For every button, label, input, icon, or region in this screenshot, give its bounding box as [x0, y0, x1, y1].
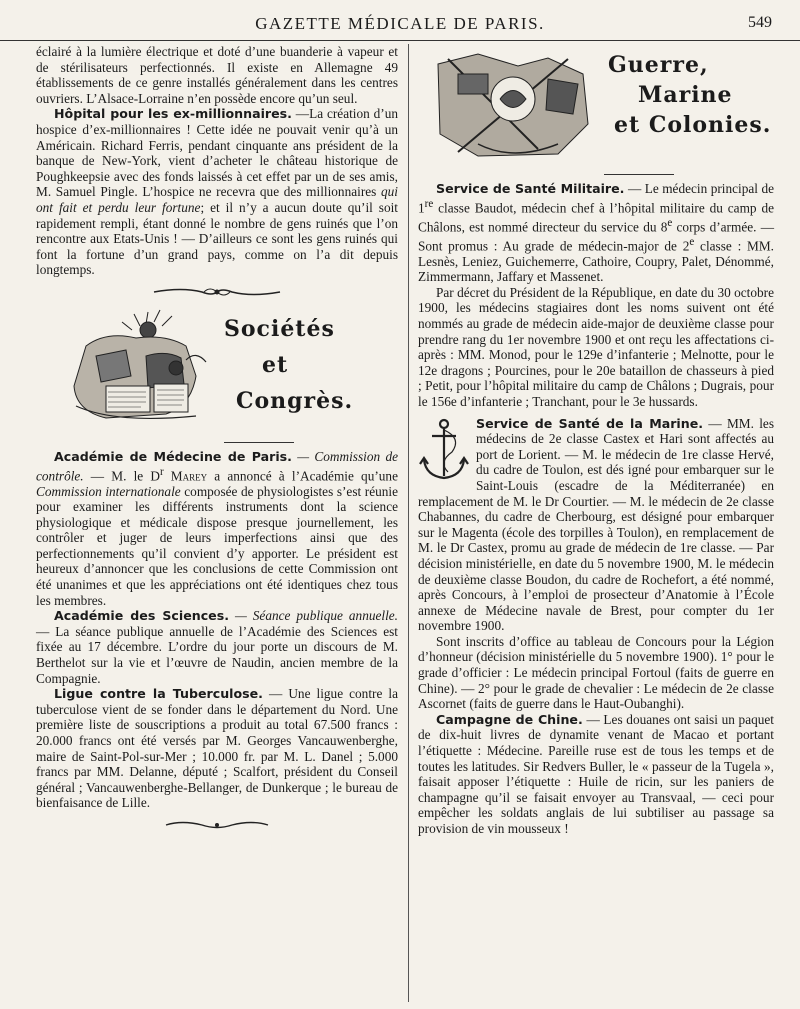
right-column: [418, 44, 774, 837]
societes-header-illustration: [36, 306, 398, 436]
article-heading: Hôpital pour les ex-millionnaires.: [54, 106, 292, 122]
section-title-colonies: et Colonies.: [614, 112, 772, 138]
article-hopital: Hôpital pour les ex-millionnaires. —La création d’un hospice d’ex-millionnaires ! Cette idée ne pouvait venir qu’à un Américain. Richard Ferris, pendant cinquante ans président de la banque de New-York, vient d’acheter le château historique de Poughkeepsie avec des fonds laissés à cet effet par un de ses amis, M. Samuel Pingle. L’hospice ne recevra que des millionnaires qui ont fait et perdu leur fortune; et il n’y a aucun doute qu’il soit rapidement rempli, étant donné le nombre de gens ruinés que l’on rencontre aux Etats-Unis ! — D’ailleurs ce sont les gens ruinés qui font la fortune d’un grand pays, comme on l’a dit depuis longtemps.: [36, 106, 398, 278]
article-academie-sciences: Académie des Sciences. — Séance publique annuelle. — La séance publique annuelle de l’Académie des Sciences est fixée au 17 décembre. L’ordre du jour porte un discours de M. Berthelot sur la vie et l’œuvre de Naudin, ancien membre de la Compagnie.: [36, 608, 399, 686]
section-title-societes: Sociétés: [224, 315, 335, 342]
section-title-marine: Marine: [638, 82, 733, 108]
guerre-header-illustration: [418, 44, 774, 164]
ornament-end: [36, 811, 398, 839]
article-academie-medecine: Académie de Médecine de Paris. — Commission de contrôle. — M. le $D^r$ Marey a annoncé à l’Académie qu’une Commission internationale composée de physiologistes s’est réunie pour examiner les différents instruments dont la science physiologique et médicale dispose presque journellement, les contrôler et juger de leurs imperfections ainsi que des perfectionnements qu’il convient d’y apporter. Le président est heureux d’annoncer que les conclusions de cette Commission ont été unanimes et que les appréciations ont été identiques chez tous les membres.: [36, 448, 399, 608]
section-rule: [224, 442, 294, 443]
page-number: 549: [748, 14, 772, 31]
section-title-congres: Congrès.: [236, 387, 354, 414]
anchor-icon: [418, 416, 470, 484]
section-title-et: et: [262, 351, 289, 378]
paragraph-buanderie: éclairé à la lumière électrique et doté d’une buanderie à vapeur et de stérilisateurs perfectionnés. Il existe en Allemagne 49 établissements de ce genre installés généralement dans les centres ouvriers. L’Alsace-Lorraine n’en possède encore qu’un seul.: [36, 44, 398, 106]
paragraph-inscrits: Sont inscrits d’office au tableau de Concours pour la Légion d’honneur (décision ministérielle du 5 novembre 1900). 1° pour le grade d’officier : Le médecin principal Fortoul (faits de guerre en Chine). — 2° pour le grade de chevalier : Le médecin de 2e classe Ascornet (faits de guerre dans le Haut-Oubanghi).: [418, 633, 774, 712]
ornament-divider: [36, 278, 398, 306]
column-divider: [408, 44, 409, 1002]
section-title-guerre: Guerre,: [608, 52, 709, 78]
article-ligue-tuberculose: Ligue contre la Tuberculose. — Une ligue contre la tuberculose vient de se fonder dans le département du Nord. Une première liste de souscriptions a produit au total 67.500 francs : 20.000 francs ont été versés par M. Georges Vancauwenberghe, maire de Saint-Pol-sur-Mer ; 10.000 fr. par M. L. Danel ; 5.000 francs par MM. Delanne, député ; Scalfort, président du Conseil général ; Vancauwenberghe-Bellanger, de Dunkerque ; le bureau de bienfaisance de Lille.: [36, 686, 398, 811]
journal-title: GAZETTE MÉDICALE DE PARIS.: [255, 14, 545, 33]
article-sante-militaire: Service de Santé Militaire. — Le médecin principal de 1re classe Baudot, médecin chef à l’hôpital militaire du camp de Châlons, est nommé directeur du service du 8e corps d’armée. — Sont promus : Au grade de médecin-major de 2e classe : MM. Lesnès, Leniez, Guichemerre, Cathoire, Coupry, Palet, Dénommé, Zimmermann, Jaffary et Massenet.: [418, 181, 775, 285]
left-column: [36, 44, 398, 839]
article-campagne-chine: Campagne de Chine. — Les douanes ont saisi un paquet de dix-huit livres de dynamite venant de Macao et portant l’étiquette : Médecine. Pareille ruse est de tous les temps et de toutes les latitudes. Sir Redvers Buller, le « passeur de la Tugela », faisait apposer l’étiquette : Huile de ricin, sur les paniers de champagne qu’il se faisait envoyer au Transvaal, — ceci pour empêcher les soldats anglais de lui subtiliser au passage sa provision de vin mousseux !: [418, 711, 774, 837]
article-marine: Service de Santé de la Marine. — MM. les médecins de 2e classe Castex et Hari sont affectés au port de Lorient. — M. le médecin de 1re classe Hervé, du cadre de Toulon, est dés igné pour embarquer sur le Saint-Louis (escadre de la Méditerranée) en remplacement de M. le Dr Courtier. — M. le médecin de 2e classe Chabannes, du cadre de Cherbourg, est désigné pour embarquer sur le Magenta (école des torpilles à Toulon), en remplacement de M. le Dr Castex, promu au grade de médecin de 1re classe. — Par décision ministérielle, en date du 5 novembre 1900, M. le médecin de deuxième classe Boudon, du cadre de Rochefort, a été nommé, après Concours, à l’emploi de prosecteur d’Anatomie à l’École annexe de Médecine navale de Brest, pour compter du 1er novembre 1900.: [418, 415, 775, 634]
section-rule: [604, 174, 674, 175]
paragraph-decret: Par décret du Président de la République, en date du 30 octobre 1900, les médecins stagiaires dont les noms suivent ont été nommés au grade de médecin aide-major de deuxième classe pour prendre rang du 1er novembre 1900 et ont reçu les affectations ci-après : MM. Monod, pour le 129e d’infanterie ; Melnotte, pour le 12e dragons ; Pourcines, pour le 20e bataillon de chasseurs à pied ; Petit, pour l’hôpital militaire du camp de Châlons ; Dugrais, pour le 156e d’infanterie ; Tranchant, pour le 3e hussards.: [418, 284, 774, 409]
page-header: [0, 0, 800, 41]
